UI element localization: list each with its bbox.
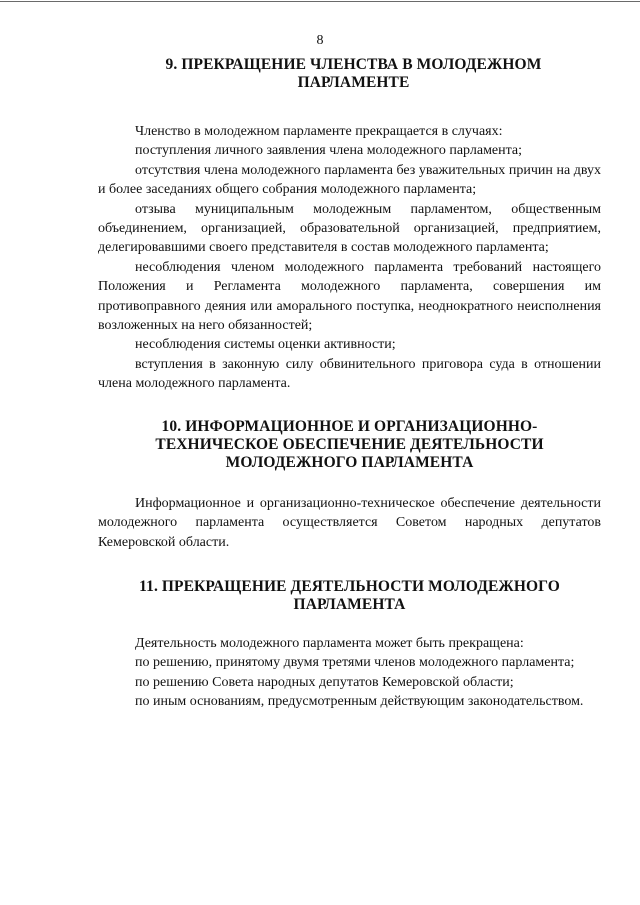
page-number: 8 (316, 33, 324, 48)
section-9-item-personal-application: поступления личного заявления члена молодежного парламента; (135, 143, 523, 159)
section-9-item-activity-rating: несоблюдения системы оценки активности; (135, 337, 396, 353)
section-11-item-two-thirds: по решению, принятому двумя третями членов молодежного парламента; (135, 655, 575, 671)
section-11-item-other-grounds: по иным основаниям, предусмотренным действующим законодательством. (135, 694, 584, 710)
section-11-title-line-2: ПАРЛАМЕНТА (293, 595, 406, 613)
top-scan-edge (0, 1, 640, 2)
section-9-title-line-2: ПАРЛАМЕНТЕ (297, 74, 410, 91)
section-10-title-line-1: 10. ИНФОРМАЦИОННОЕ И ОРГАНИЗАЦИОННО- (161, 417, 538, 435)
section-10-title-line-3: МОЛОДЕЖНОГО ПАРЛАМЕНТА (225, 453, 474, 471)
section-9-membership-termination (98, 56, 601, 394)
section-9-title (98, 56, 601, 92)
section-10-title-line-2: ТЕХНИЧЕСКОЕ ОБЕСПЕЧЕНИЕ ДЕЯТЕЛЬНОСТИ (155, 435, 544, 453)
section-11-title (98, 578, 601, 614)
section-9-intro: Членство в молодежном парламенте прекращается в случаях: (135, 124, 503, 139)
section-11-item-council-decision: по решению Совета народных депутатов Кемеровской области; (135, 674, 514, 690)
section-9-title-line-1: 9. ПРЕКРАЩЕНИЕ ЧЛЕНСТВА В МОЛОДЕЖНОМ (165, 56, 542, 73)
section-11-title-line-1: 11. ПРЕКРАЩЕНИЕ ДЕЯТЕЛЬНОСТИ МОЛОДЕЖНОГО (139, 577, 560, 595)
section-9-item-noncompliance: несоблюдения членом молодежного парламента требований настоящего Положения и Регламента молодежного парламента, совершения им противоправного деяния или аморального поступка, неоднократного неисполнения возложенных на него обязанностей; (98, 259, 601, 334)
section-11-activity-termination (98, 578, 601, 712)
section-9-item-recall: отзыва муниципальным молодежным парламентом, общественным объединением, организацией, образовательной организацией, предприятием, делегировавшими своего представителя в состав молодежного парламента; (98, 201, 601, 256)
section-10-support (98, 418, 601, 552)
document-body (98, 56, 601, 712)
section-9-item-absence: отсутствия члена молодежного парламента без уважительных причин на двух и более заседаниях общего собрания молодежного парламента; (98, 162, 601, 198)
section-10-paragraph: Информационное и организационно-техническое обеспечение деятельности молодежного парламента осуществляется Советом народных депутатов Кемеровской области. (98, 495, 601, 550)
section-10-title (98, 418, 601, 472)
section-11-intro: Деятельность молодежного парламента может быть прекращена: (135, 635, 524, 651)
section-9-item-conviction: вступления в законную силу обвинительного приговора суда в отношении члена молодежного парламента. (98, 356, 601, 392)
